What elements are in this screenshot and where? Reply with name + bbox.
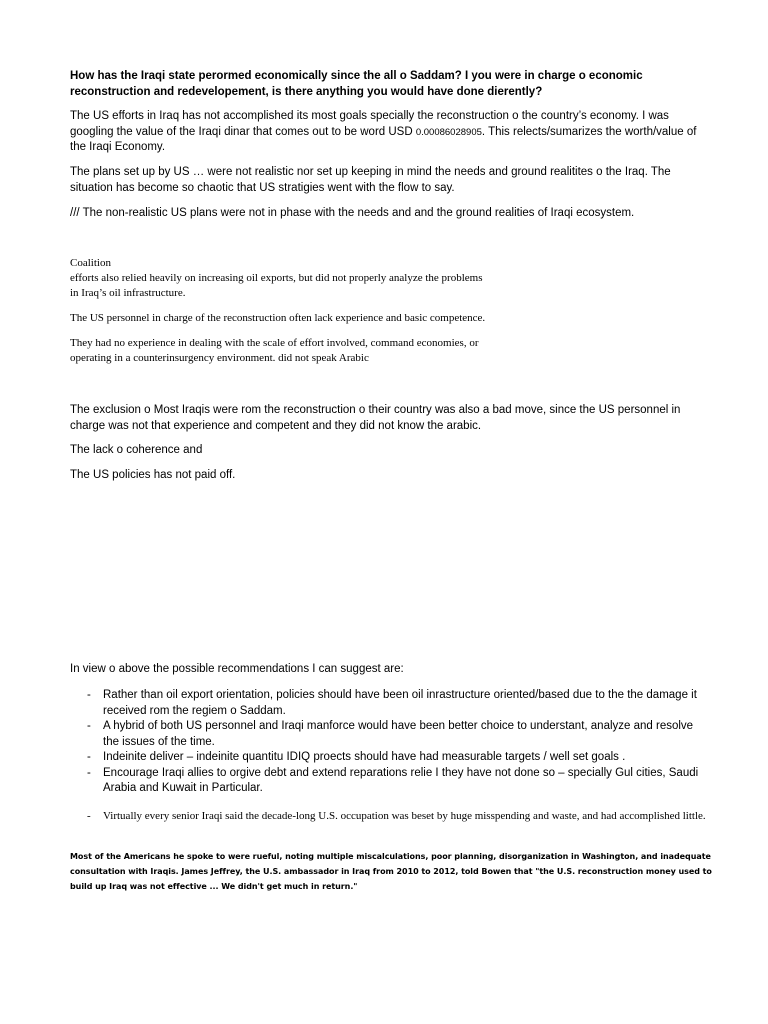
dash-bullet: - xyxy=(87,751,91,763)
list-item xyxy=(70,809,710,824)
paragraph-recommendations-intro: In view o above the possible recommendations I can suggest are: xyxy=(70,663,404,675)
paragraph-policies: The US policies has not paid off. xyxy=(70,469,236,481)
paragraph-exclusion: The exclusion o Most Iraqis were rom the reconstruction o their country was also a bad move, since the US personnel in charge was not that experience and competent and they did not know the arabic. xyxy=(70,404,681,432)
question-heading: How has the Iraqi state perormed economically since the all o Saddam? I you were in charge o economic reconstruction and redevelopement, is there anything you would have done dierently? xyxy=(70,70,643,98)
paragraph-us-efforts xyxy=(70,109,710,156)
paragraph-us-efforts-tail: . This relects/sumarizes the worth/value of the Iraqi Economy. xyxy=(70,125,697,153)
paragraph-plans: The plans set up by US … were not realistic nor set up keeping in mind the needs and ground realitites o the Iraq. The situation has become so chaotic that US stratigies went with the flow to say. xyxy=(70,166,671,194)
list-item-text: Indeinite deliver – indeinite quantitu IDIQ proects should have had measurable targets / well set goals . xyxy=(103,751,626,763)
quote-experience xyxy=(70,336,710,366)
list-item xyxy=(70,688,710,719)
dinar-value: 0.00086028905 xyxy=(415,126,482,138)
closing-paragraph: Most of the Americans he spoke to were rueful, noting multiple miscalculations, poor planning, disorganization in Washington, and inadequate consultation with Iraqis. James Jeffrey, the U.S. ambassador in Iraq from 2010 to 2012, told Bowen that "the U.S. reconstruction money used to build up Iraq was not effective ... We didn't get much in return." xyxy=(70,852,712,891)
list-item-text: A hybrid of both US personnel and Iraqi manforce would have been better choice to understant, analyze and resolve the issues of the time. xyxy=(103,720,694,748)
list-item-text: Encourage Iraqi allies to orgive debt and extend reparations relie I they have not done so – specially Gul cities, Saudi Arabia and Kuwait in Particular. xyxy=(103,766,699,794)
list-item xyxy=(70,719,710,750)
quote-experience-line-2: operating in a counterinsurgency environment. did not speak Arabic xyxy=(70,352,369,364)
quote-experience-line-1: They had no experience in dealing with the scale of effort involved, command economies, or xyxy=(70,337,479,349)
list-item xyxy=(70,766,710,797)
quote-personnel: The US personnel in charge of the reconstruction often lack experience and basic competence. xyxy=(70,312,486,324)
quote-bullet-list xyxy=(70,809,710,824)
list-item xyxy=(70,750,710,766)
paragraph-non-realistic: /// The non-realistic US plans were not in phase with the needs and and the ground realities of Iraqi ecosystem. xyxy=(70,207,635,219)
dash-bullet: - xyxy=(87,689,91,701)
dash-bullet: - xyxy=(87,766,91,779)
quote-coalition-line-3: in Iraq’s oil infrastructure. xyxy=(70,287,186,299)
dash-bullet: - xyxy=(87,720,91,732)
paragraph-coherence: The lack o coherence and xyxy=(70,444,203,456)
dash-bullet: - xyxy=(87,810,91,822)
list-item-text: Virtually every senior Iraqi said the decade-long U.S. occupation was beset by huge misspending and waste, and had accomplished little. xyxy=(103,810,706,822)
recommendations-list xyxy=(70,688,710,797)
paragraph-us-efforts-text: The US efforts in Iraq has not accomplished its most goals specially the reconstruction o the country’s economy. I was googling the value of the Iraqi dinar that comes out to be word USD xyxy=(70,110,669,138)
quote-coalition xyxy=(70,256,530,301)
quote-coalition-line-1: Coalition xyxy=(70,257,111,269)
list-item-text: Rather than oil export orientation, policies should have been oil inrastructure oriented/based due to the the damage it received rom the regiem o Saddam. xyxy=(103,689,697,717)
quote-coalition-line-2: efforts also relied heavily on increasing oil exports, but did not properly analyze the problems xyxy=(70,272,483,284)
